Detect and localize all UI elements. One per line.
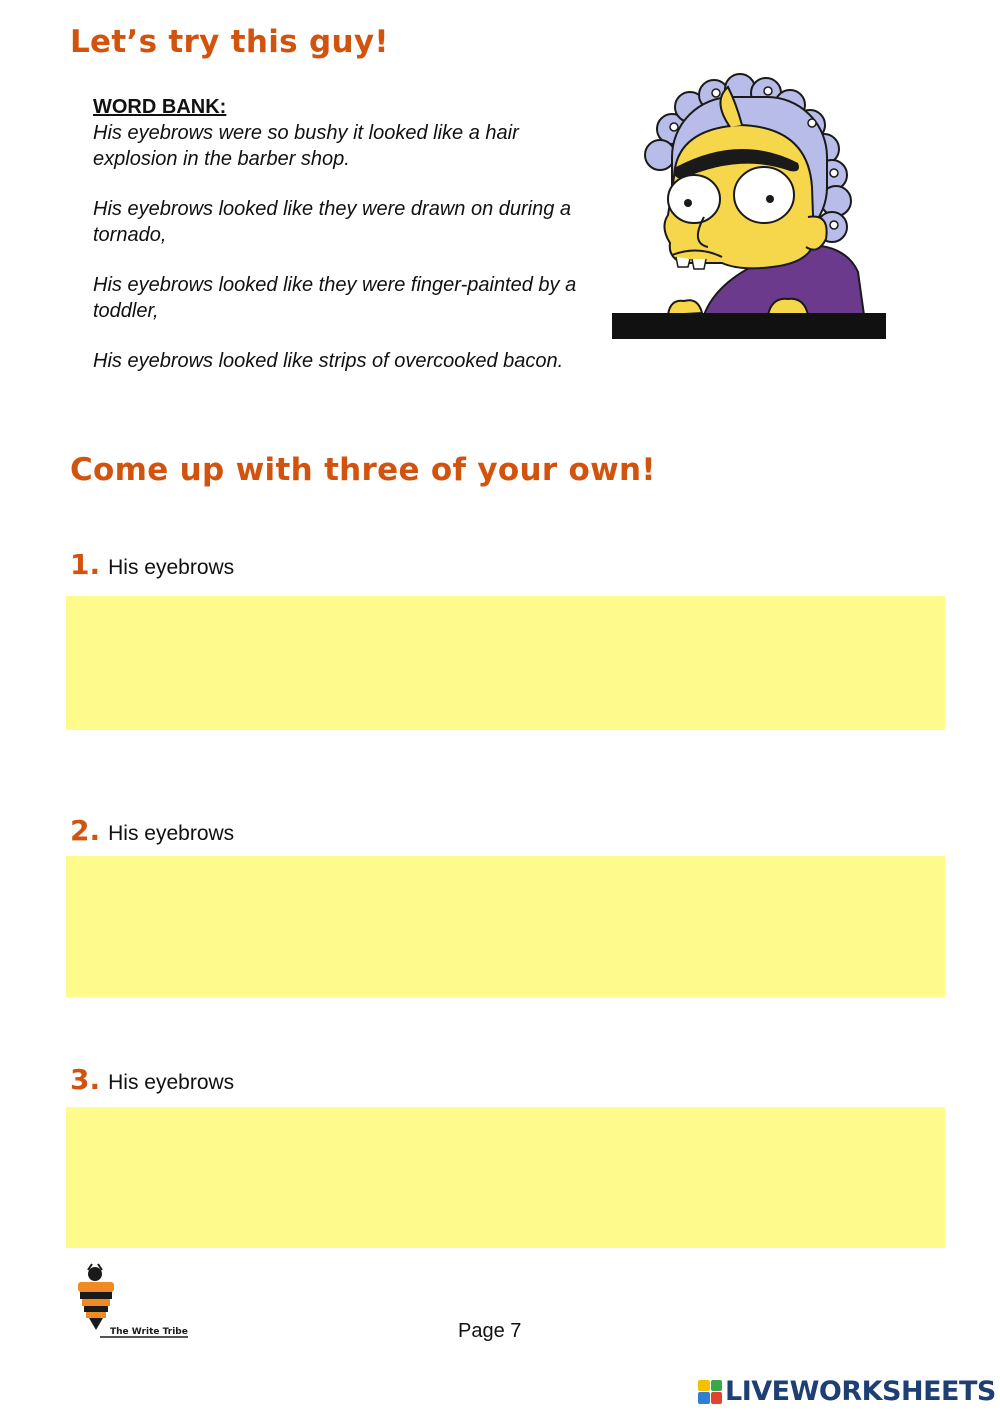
word-bank-phrase-1: His eyebrows were so bushy it looked like a hair explosion in the barber shop.	[93, 122, 519, 170]
cartoon-character-illustration	[612, 67, 886, 341]
prompt-1	[70, 548, 234, 581]
prompt-number: 1.	[70, 548, 101, 581]
page-number: Page 7	[458, 1320, 522, 1342]
liveworksheets-brand	[698, 1376, 996, 1407]
prompt-2	[70, 814, 234, 847]
logo-text: The Write Tribe	[110, 1327, 188, 1337]
prompt-text: His eyebrows	[108, 822, 235, 845]
word-bank-title: WORD BANK:	[93, 96, 227, 118]
prompt-text: His eyebrows	[108, 1071, 235, 1094]
prompt-text: His eyebrows	[108, 556, 235, 579]
intro-heading: Let’s try this guy!	[70, 24, 389, 60]
answer-field-1[interactable]	[66, 596, 945, 730]
prompt-number: 2.	[70, 814, 101, 847]
word-bank-phrase-3: His eyebrows looked like they were finger-painted by a toddler,	[93, 274, 577, 322]
bee-logo	[72, 1262, 192, 1342]
word-bank-phrase-4: His eyebrows looked like strips of overcooked bacon.	[93, 350, 564, 372]
task-heading: Come up with three of your own!	[70, 452, 656, 488]
answer-field-2[interactable]	[66, 856, 945, 997]
answer-field-3[interactable]	[66, 1107, 945, 1248]
prompt-number: 3.	[70, 1063, 101, 1096]
liveworksheets-logo-icon	[698, 1380, 722, 1404]
brand-text: LIVEWORKSHEETS	[725, 1376, 996, 1407]
prompt-3	[70, 1063, 234, 1096]
word-bank	[93, 94, 593, 374]
word-bank-phrase-2: His eyebrows looked like they were drawn on during a tornado,	[93, 198, 572, 246]
